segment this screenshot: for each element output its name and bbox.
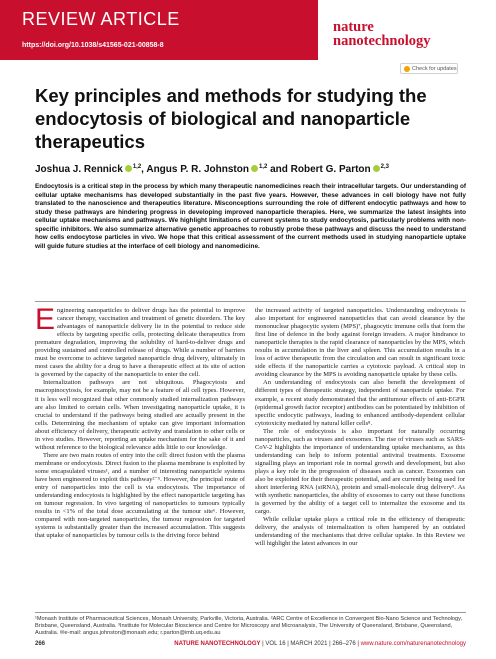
footer-issue: | VOL 16 | MARCH 2021 | 266–276 | (260, 641, 361, 647)
author-affiliation: 2,3 (380, 164, 389, 170)
article-type-label: REVIEW ARTICLE (22, 9, 180, 29)
body-column-left (35, 307, 245, 609)
footer-citation (174, 641, 466, 647)
doi-link[interactable]: https://doi.org/10.1038/s41565-021-00858-8 (22, 42, 164, 49)
footer-journal-url[interactable]: www.nature.com/naturenanotechnology (360, 641, 466, 647)
abstract: Endocytosis is a critical step in the process by which many therapeutic nanomedicines reach their intracellular targets. Our understanding of cellular uptake mechanisms has developed substantially in the past five years. However, these advances in cell biology have not fully translated to the nanoscience and therapeutics literature. Misconceptions surrounding the role of different endocytic pathways and how to study these pathways are hindering progress in developing improved nanoparticle therapies. Here, we summarize the latest insights into cellular uptake mechanisms and pathways. We highlight limitations of current systems to study endocytosis, particularly problems with non-specific inhibitors. We also summarize alternative genetic approaches to robustly probe these pathways and discuss the need to understand how cells endocytose particles in vivo. We hope that this critical assessment of the current methods used in studying nanoparticle uptake will guide future studies at the interface of cell biology and nanomedicine. (35, 183, 466, 250)
author-list (35, 164, 389, 175)
footer-journal: NATURE NANOTECHNOLOGY (174, 641, 261, 647)
author-name[interactable]: and Robert G. Parton (270, 164, 371, 175)
orcid-icon[interactable] (251, 165, 258, 172)
orcid-icon[interactable] (373, 165, 380, 172)
body-paragraph: An understanding of endocytosis can also benefit the development of different types of therapeutic strategy, independent of nanoparticle uptake. For example, a recent study demonstrated that the antitumour effects of anti-EGFR (epidermal growth factor receptor) antibodies can be potentiated by inhibition of specific endocytic pathways, leading to enhanced antibody-dependent cellular cytotoxicity mediated by natural killer cells⁸. (255, 379, 465, 427)
check-updates-icon (404, 66, 410, 72)
body-paragraph: There are two main routes of entry into the cell: direct fusion with the plasma membrane or endocytosis. Direct fusion to the plasma membrane is exploited by some encapsulated viruses¹, and a number of interesting nanoparticle systems have been engineered to exploit this pathway²⁻⁵. However, the principal route of entry of nanoparticles into the cell is via endocytosis. The importance of understanding endocytosis is highlighted by the effect nanoparticle targeting has on tumour regression. In vivo targeting of nanoparticles to tumours typically results in <1% of the total dose accumulating at the tumour site⁶. However, compared with non-targeted nanoparticles, the tumour regression for targeted systems is substantially greater than the increased accumulation. This suggests that uptake of nanoparticles by tumour cells is the driving force behind (35, 451, 245, 540)
body-paragraph: While cellular uptake plays a critical role in the efficiency of therapeutic delivery, the analysis of internalization is often hampered by an outdated understanding of the mechanisms that drive cellular uptake. In this Review we will highlight the latest advances in our (255, 516, 465, 548)
body-paragraph: The role of endocytosis is also important for naturally occurring nanoparticles, such as viruses and exosomes. The rise of viruses such as SARS-CoV-2 highlights the importance of understanding uptake mechanisms, as this understanding can help to inform potential antiviral treatments. Exosome signalling plays an important role in normal growth and development, but also plays a key role in the progression of diseases such as cancer. Exosomes can also be exploited for their therapeutic potential, and are currently being used for short interfering RNA (siRNA), protein and small-molecule drug delivery⁹. As with synthetic nanoparticles, the ability of exosomes to carry out these functions is governed by the ability of a target cell to internalize the exosome and its cargo. (255, 427, 465, 516)
journal-logo (333, 20, 431, 48)
article-banner (0, 0, 496, 62)
abstract-divider (35, 301, 466, 302)
author-name[interactable]: Joshua J. Rennick (35, 164, 123, 175)
check-updates-button[interactable] (400, 63, 458, 74)
author-affiliation: 1,2 (258, 164, 268, 170)
author-name[interactable]: Angus P. R. Johnston (146, 164, 249, 175)
journal-logo-line2: nanotechnology (333, 33, 431, 49)
body-paragraph: the increased activity of targeted nanoparticles. Understanding endocytosis is also important for engineered nanoparticles that can avoid clearance by the mononuclear phagocytic system (MPS)⁷, phagocytic immune cells that form the first line of defence in the body against foreign invaders. A major hindrance to nanoparticle therapies is the rapid clearance of nanoparticles by the MPS, which results in accumulation in the liver and spleen. This accumulation results in a loss of active therapeutic from the circulation and can result in significant toxic side effects if the nanoparticle carries a cytotoxic payload. A critical step in avoiding clearance by the MPS is avoiding nanoparticle uptake by these cells. (255, 307, 465, 379)
paragraph-text: ngineering nanoparticles to deliver drugs has the potential to improve cancer therapy, vaccination and treatment of genetic disorders. The key advantages of nanoparticle delivery lie in the potential to reduce side effects by targeting specific cells, protecting delicate therapeutics from premature degradation, improving the solubility of hard-to-deliver drugs and providing sustained and controlled release of drugs. While a number of barriers must be overcome to achieve targeted nanoparticle drug delivery, ultimately in most cases the ability for a drug to have a therapeutic effect at its site of action is governed by the capacity of the nanoparticle to enter the cell. (35, 307, 245, 379)
body-column-right (255, 307, 465, 609)
journal-logo-line1: nature (333, 19, 374, 35)
check-updates-label: Check for updates (412, 66, 457, 72)
article-title: Key principles and methods for studying the endocytosis of biological and nanoparticle therapeutics (35, 85, 427, 152)
author-affiliation: 1,2 (132, 164, 142, 170)
drop-cap: E (35, 307, 56, 336)
body-paragraph (35, 307, 245, 379)
body-paragraph: Internalization pathways are not ubiquitous. Phagocytosis and macropinocytosis, for example, may not be a feature of all cell types. However, it is less well recognized that other commonly studied internalization pathways are also limited to certain cells. When investigating nanoparticle uptake, it is crucial to understand if the pathways being studied are actually present in the cells. Determining the mechanism of uptake can give important information about efficiency of delivery, therapeutic activity and translation to other cells or in vivo studies. However, reporting an uptake mechanism for the sake of it and without reference to the biological relevance adds little to our knowledge. (35, 379, 245, 451)
author-separator: , (141, 164, 147, 175)
footnote-divider (35, 612, 466, 613)
orcid-icon[interactable] (125, 165, 132, 172)
page-number: 266 (35, 641, 46, 647)
affiliation-footnotes: ¹Monash Institute of Pharmaceutical Sciences, Monash University, Parkville, Victoria, Australia. ²ARC Centre of Excellence in Convergent Bio-Nano Science and Technology, Brisbane, Queensland, Australia. ³Institute for Molecular Bioscience and Centre for Microscopy and Microanalysis, The University of Queensland, Brisbane, Queensland, Australia. ✉e-mail: angus.johnston@monash.edu; r.parton@imb.uq.edu.au (35, 616, 463, 637)
